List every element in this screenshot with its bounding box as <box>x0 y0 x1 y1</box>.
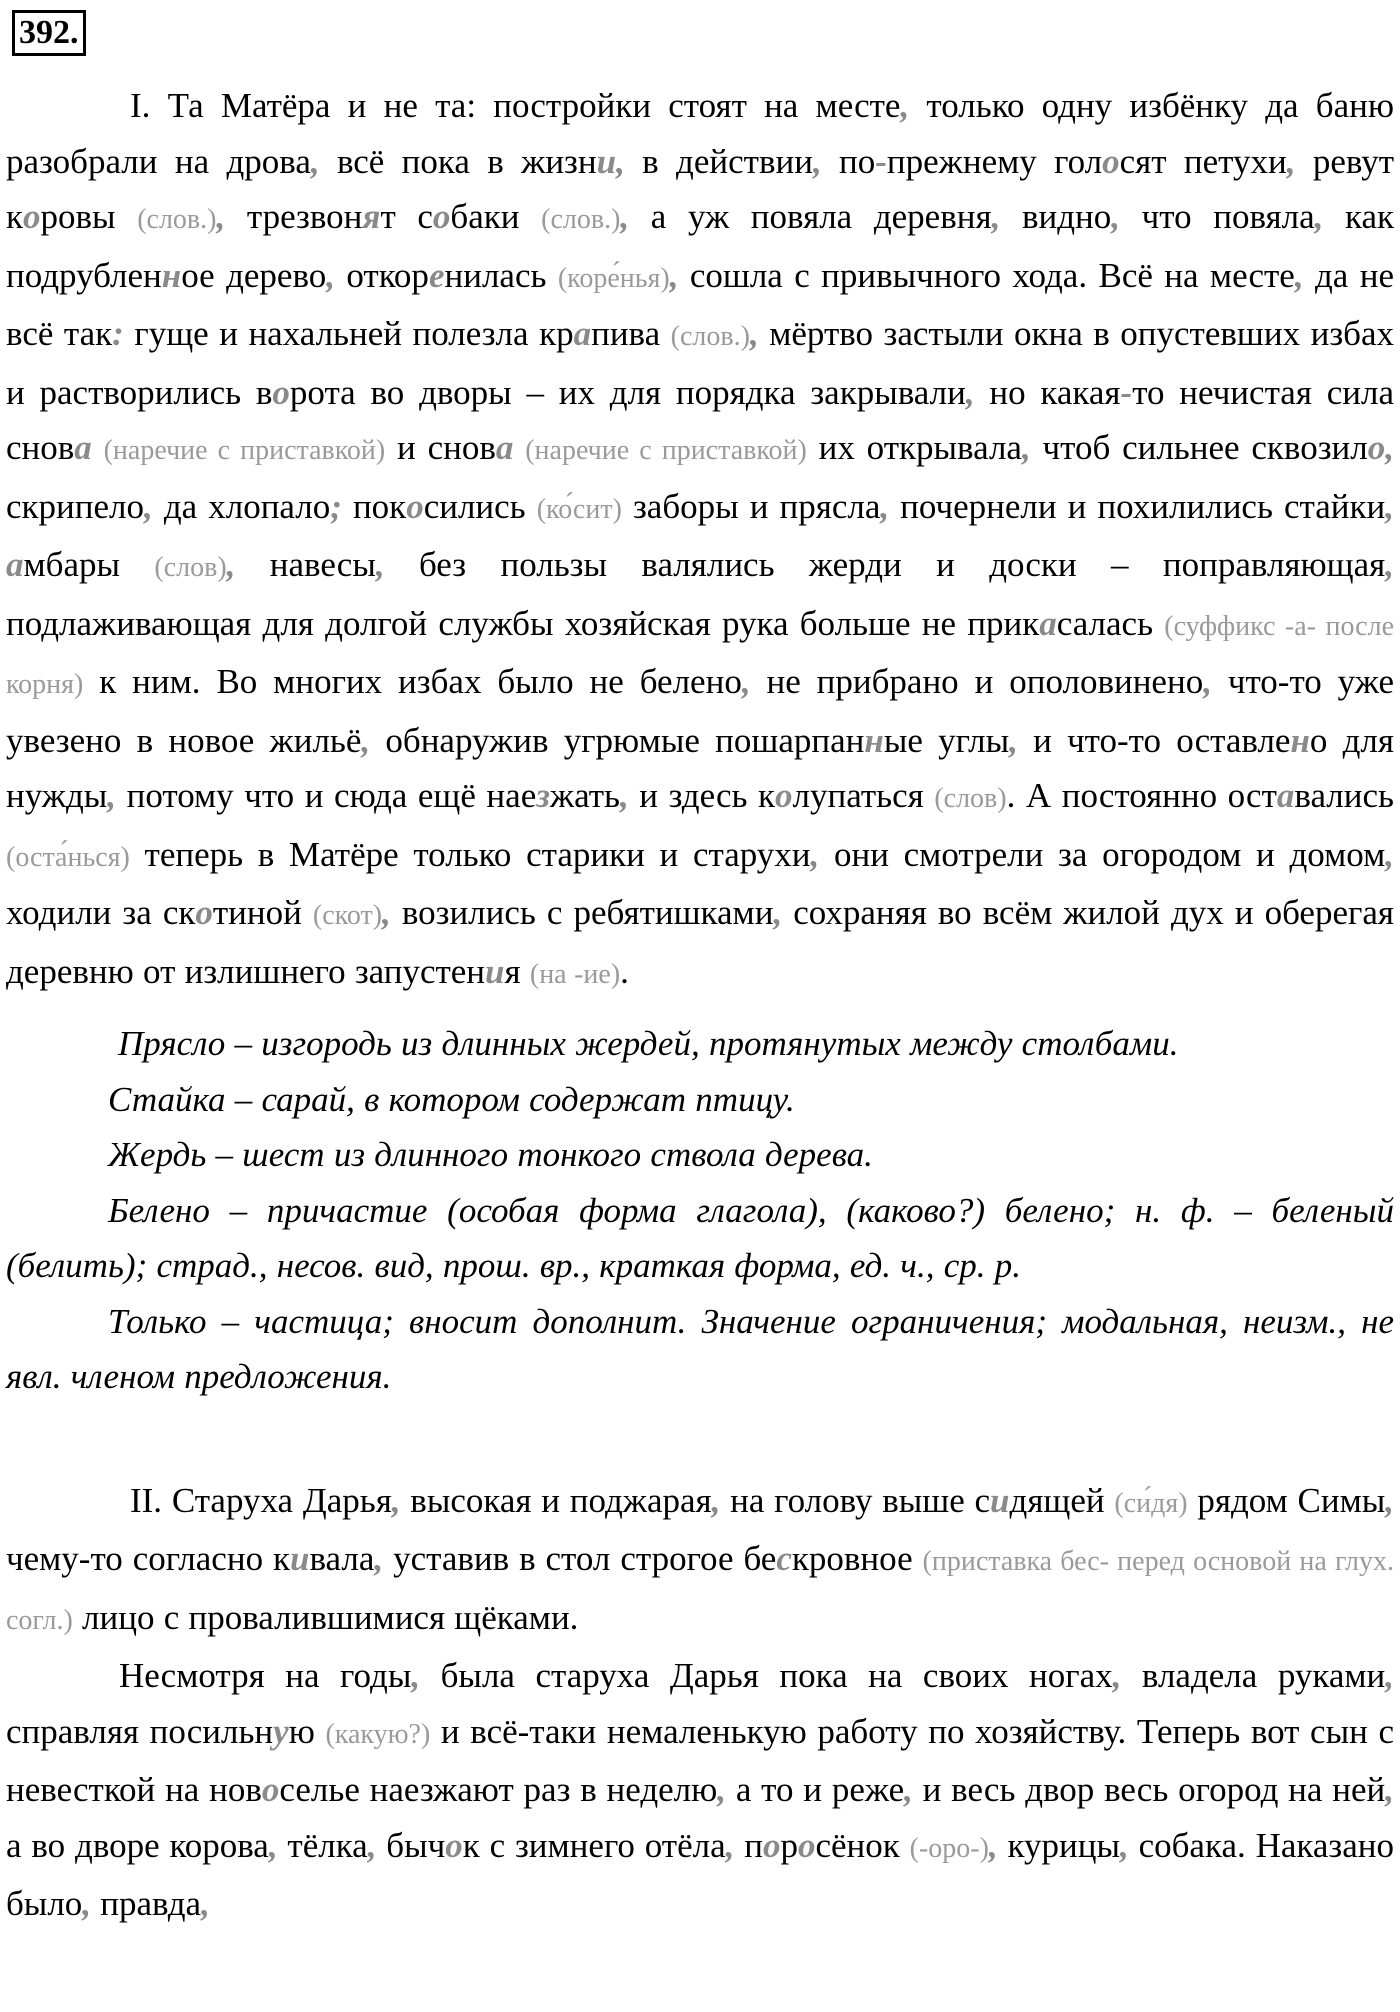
highlighted-spelling: о <box>797 1825 816 1865</box>
highlighted-spelling: , <box>1021 428 1031 467</box>
highlighted-spelling: : <box>112 314 124 353</box>
highlighted-spelling: , <box>1294 255 1304 295</box>
highlighted-spelling: , <box>1120 1825 1129 1865</box>
exercise-number: 392. <box>12 10 86 56</box>
highlighted-spelling: , <box>411 1656 421 1695</box>
highlighted-spelling: о <box>445 1825 463 1865</box>
highlighted-spelling: , <box>382 893 391 932</box>
highlighted-spelling: , <box>361 720 371 760</box>
paragraph-part-2: II. Старуха Дарья, высокая и поджарая, на голову выше сидящей (си́дя) рядом Симы, чему-то согласно кивала, уставив в стол строгое бескровное (приставка бес- перед основой на глух. согл.) лицо с провалившимися щёками. <box>6 1480 1394 1637</box>
highlighted-spelling: , <box>1111 197 1121 236</box>
highlighted-spelling: , <box>711 1480 721 1520</box>
highlighted-spelling: , <box>717 1770 727 1809</box>
highlighted-spelling: - <box>875 141 887 181</box>
highlighted-spelling: , <box>988 1825 998 1865</box>
highlighted-spelling: , <box>326 255 335 295</box>
highlighted-spelling: , <box>620 197 630 236</box>
highlighted-spelling: , <box>107 776 117 815</box>
definition-item: Стайка – сарай, в котором содержат птицу. <box>108 1079 795 1119</box>
highlighted-spelling: о <box>406 486 424 526</box>
grammar-comment: (какую?) <box>325 1718 431 1750</box>
highlighted-spelling: , <box>1385 1770 1394 1809</box>
highlighted-spelling: а <box>74 428 92 467</box>
definition-item: Только – частица; вносит дополнит. Значение ограничения; модальная, неизм., не явл. членом предложения. <box>6 1301 1394 1396</box>
highlighted-spelling: , <box>773 893 783 932</box>
grammar-comment: (слов.) <box>137 204 217 235</box>
highlighted-spelling: , <box>226 545 236 584</box>
highlighted-spelling: , <box>749 314 759 353</box>
highlighted-spelling: о <box>23 197 41 236</box>
exercise-text <box>6 78 1394 1932</box>
highlighted-spelling: , <box>880 486 890 526</box>
grammar-comment: (суффикс -а- после корня) <box>6 610 1394 700</box>
highlighted-spelling: , <box>1203 662 1212 701</box>
grammar-comment: (-оро-) <box>909 1832 989 1864</box>
highlighted-spelling: о <box>1102 141 1120 181</box>
grammar-comment: (слов.) <box>670 321 750 352</box>
highlighted-spelling: , <box>616 141 625 181</box>
highlighted-spelling: , <box>619 776 629 815</box>
highlighted-spelling: , <box>391 1480 401 1520</box>
highlighted-spelling: о <box>762 1825 781 1865</box>
highlighted-spelling: , <box>741 662 751 701</box>
highlighted-spelling: , <box>725 1825 735 1865</box>
highlighted-spelling: , <box>216 197 226 236</box>
highlighted-spelling: , <box>374 1539 384 1578</box>
highlighted-spelling: , <box>900 86 910 125</box>
highlighted-spelling: а <box>1039 603 1057 643</box>
definitions-block <box>6 1016 1394 1405</box>
grammar-comment: (приставка бес- перед основой на глух. согл.) <box>6 1546 1394 1636</box>
grammar-comment: (коре́нья) <box>557 262 670 294</box>
highlighted-spelling: а <box>573 314 592 353</box>
grammar-comment: (слов) <box>934 783 1007 814</box>
grammar-comment: (на -ие) <box>529 958 621 990</box>
highlighted-spelling: - <box>1120 372 1133 412</box>
definition-item: Прясло – изгородь из длинных жердей, протянутых между столбами. <box>118 1024 1179 1063</box>
highlighted-spelling: , <box>268 1825 278 1865</box>
highlighted-spelling: , <box>1385 834 1394 874</box>
highlighted-spelling: и <box>290 1539 310 1578</box>
highlighted-spelling: а <box>1276 776 1295 815</box>
grammar-comment: (скот) <box>312 900 383 931</box>
highlighted-spelling: и <box>990 1480 1010 1520</box>
highlighted-spelling: , <box>144 486 153 526</box>
highlighted-spelling: о <box>432 197 451 236</box>
highlighted-spelling: и <box>596 141 617 181</box>
definition-item: Жердь – шест из длинного тонкого ствола дерева. <box>108 1135 873 1174</box>
highlighted-spelling: , <box>669 255 679 295</box>
highlighted-spelling: , <box>810 834 820 874</box>
highlighted-spelling: н <box>864 720 884 760</box>
highlighted-spelling: , <box>1286 141 1296 181</box>
paragraph-part-3: Несмотря на годы, была старуха Дарья пока на своих ногах, владела руками, справляя посильную (какую?) и всё-таки немаленькую работу по хозяйству. Теперь вот сын с невесткой на новоселье наезжают раз в неделю, а то и реже, и весь двор весь огород на ней, а во дворе корова, тёлка, бычок с зимнего отёла, поросёнок (-оро-), курицы, собака. Наказано было, правда, <box>6 1656 1395 1923</box>
grammar-comment: (ко́сит) <box>536 493 622 525</box>
highlighted-spelling: , <box>375 545 385 584</box>
highlighted-spelling: ; <box>330 486 342 526</box>
highlighted-spelling: о <box>261 1770 280 1809</box>
highlighted-spelling: , <box>201 1884 210 1923</box>
highlighted-spelling: , <box>1385 1656 1395 1695</box>
highlighted-spelling: с <box>776 1539 792 1578</box>
grammar-comment: (слов.) <box>541 204 621 235</box>
highlighted-spelling: , <box>1314 197 1324 236</box>
highlighted-spelling: , <box>991 197 1001 236</box>
highlighted-spelling: , <box>1009 720 1018 760</box>
highlighted-spelling: , <box>1385 1480 1394 1520</box>
highlighted-spelling: , <box>1112 1656 1122 1695</box>
highlighted-spelling: а <box>6 545 24 584</box>
highlighted-spelling: о <box>1367 428 1386 467</box>
highlighted-spelling: , <box>82 1884 92 1923</box>
highlighted-spelling: , <box>310 141 320 181</box>
highlighted-spelling: , <box>965 372 975 412</box>
grammar-comment: (слов) <box>154 552 227 583</box>
grammar-comment: (наречие с приставкой) <box>525 435 807 466</box>
grammar-comment: (наречие с приставкой) <box>103 435 386 466</box>
highlighted-spelling: у <box>273 1711 289 1751</box>
highlighted-spelling: , <box>812 141 822 181</box>
highlighted-spelling: о <box>195 893 213 932</box>
highlighted-spelling: , <box>1385 486 1394 526</box>
definition-item: Белено – причастие (особая форма глагола), (каково?) белено; н. ф. – беленый (белить); страд., несов. вид, прош. вр., краткая форма, ед. ч., ср. р. <box>6 1190 1394 1285</box>
grammar-comment: (оста́нься) <box>6 841 130 873</box>
highlighted-spelling: е <box>428 255 445 295</box>
highlighted-spelling: о <box>272 372 290 412</box>
highlighted-spelling: , <box>1385 545 1395 584</box>
highlighted-spelling: , <box>367 1825 377 1865</box>
highlighted-spelling: з <box>536 776 550 815</box>
highlighted-spelling: я <box>362 197 381 236</box>
paragraph-part-1: I. Та Матёра и не та: постройки стоят на месте, только одну избёнку да баню разобрали на дрова, всё пока в жизни, в действии, по-прежнему голосят петухи, ревут коровы (слов.), трезвонят собаки (слов.), а уж повяла деревня, видно, что повяла, как подрубленное дерево, откоренилась (коре́нья), сошла с привычного хода. Всё на месте, да не всё так: гуще и нахальней полезла крапива (слов.), мёртво застыли окна в опустевших избах и растворились ворота во дворы – их для порядка закрывали, но какая-то нечистая сила снова (наречие с приставкой) и снова (наречие с приставкой) их открывала, чтоб сильнее сквозило, скрипело, да хлопало; покосились (ко́сит) заборы и прясла, почернели и похилились стайки, амбары (слов), навесы, без пользы валялись жерди и доски – поправляющая, подлаживающая для долгой службы хозяйская рука больше не прикасалась (суффикс -а- после корня) к ним. Во многих избах было не белено, не прибрано и ополовинено, что-то уже увезено в новое жильё, обнаружив угрюмые пошарпанные углы, и что-то оставлено для нужды, потому что и сюда ещё наезжать, и здесь колупаться (слов). А постоянно оставались (оста́нься) теперь в Матёре только старики и старухи, они смотрели за огородом и домом, ходили за скотиной (скот), возились с ребятишками, сохраняя во всём жилой дух и оберегая деревню от излишнего запустения (на -ие). <box>6 86 1395 991</box>
highlighted-spelling: и <box>485 951 505 991</box>
highlighted-spelling: а <box>495 428 514 467</box>
highlighted-spelling: , <box>1385 428 1394 467</box>
highlighted-spelling: о <box>775 776 793 815</box>
highlighted-spelling: , <box>904 1770 913 1809</box>
grammar-comment: (си́дя) <box>1114 1487 1188 1519</box>
highlighted-spelling: н <box>1290 720 1310 760</box>
highlighted-spelling: н <box>161 255 182 295</box>
